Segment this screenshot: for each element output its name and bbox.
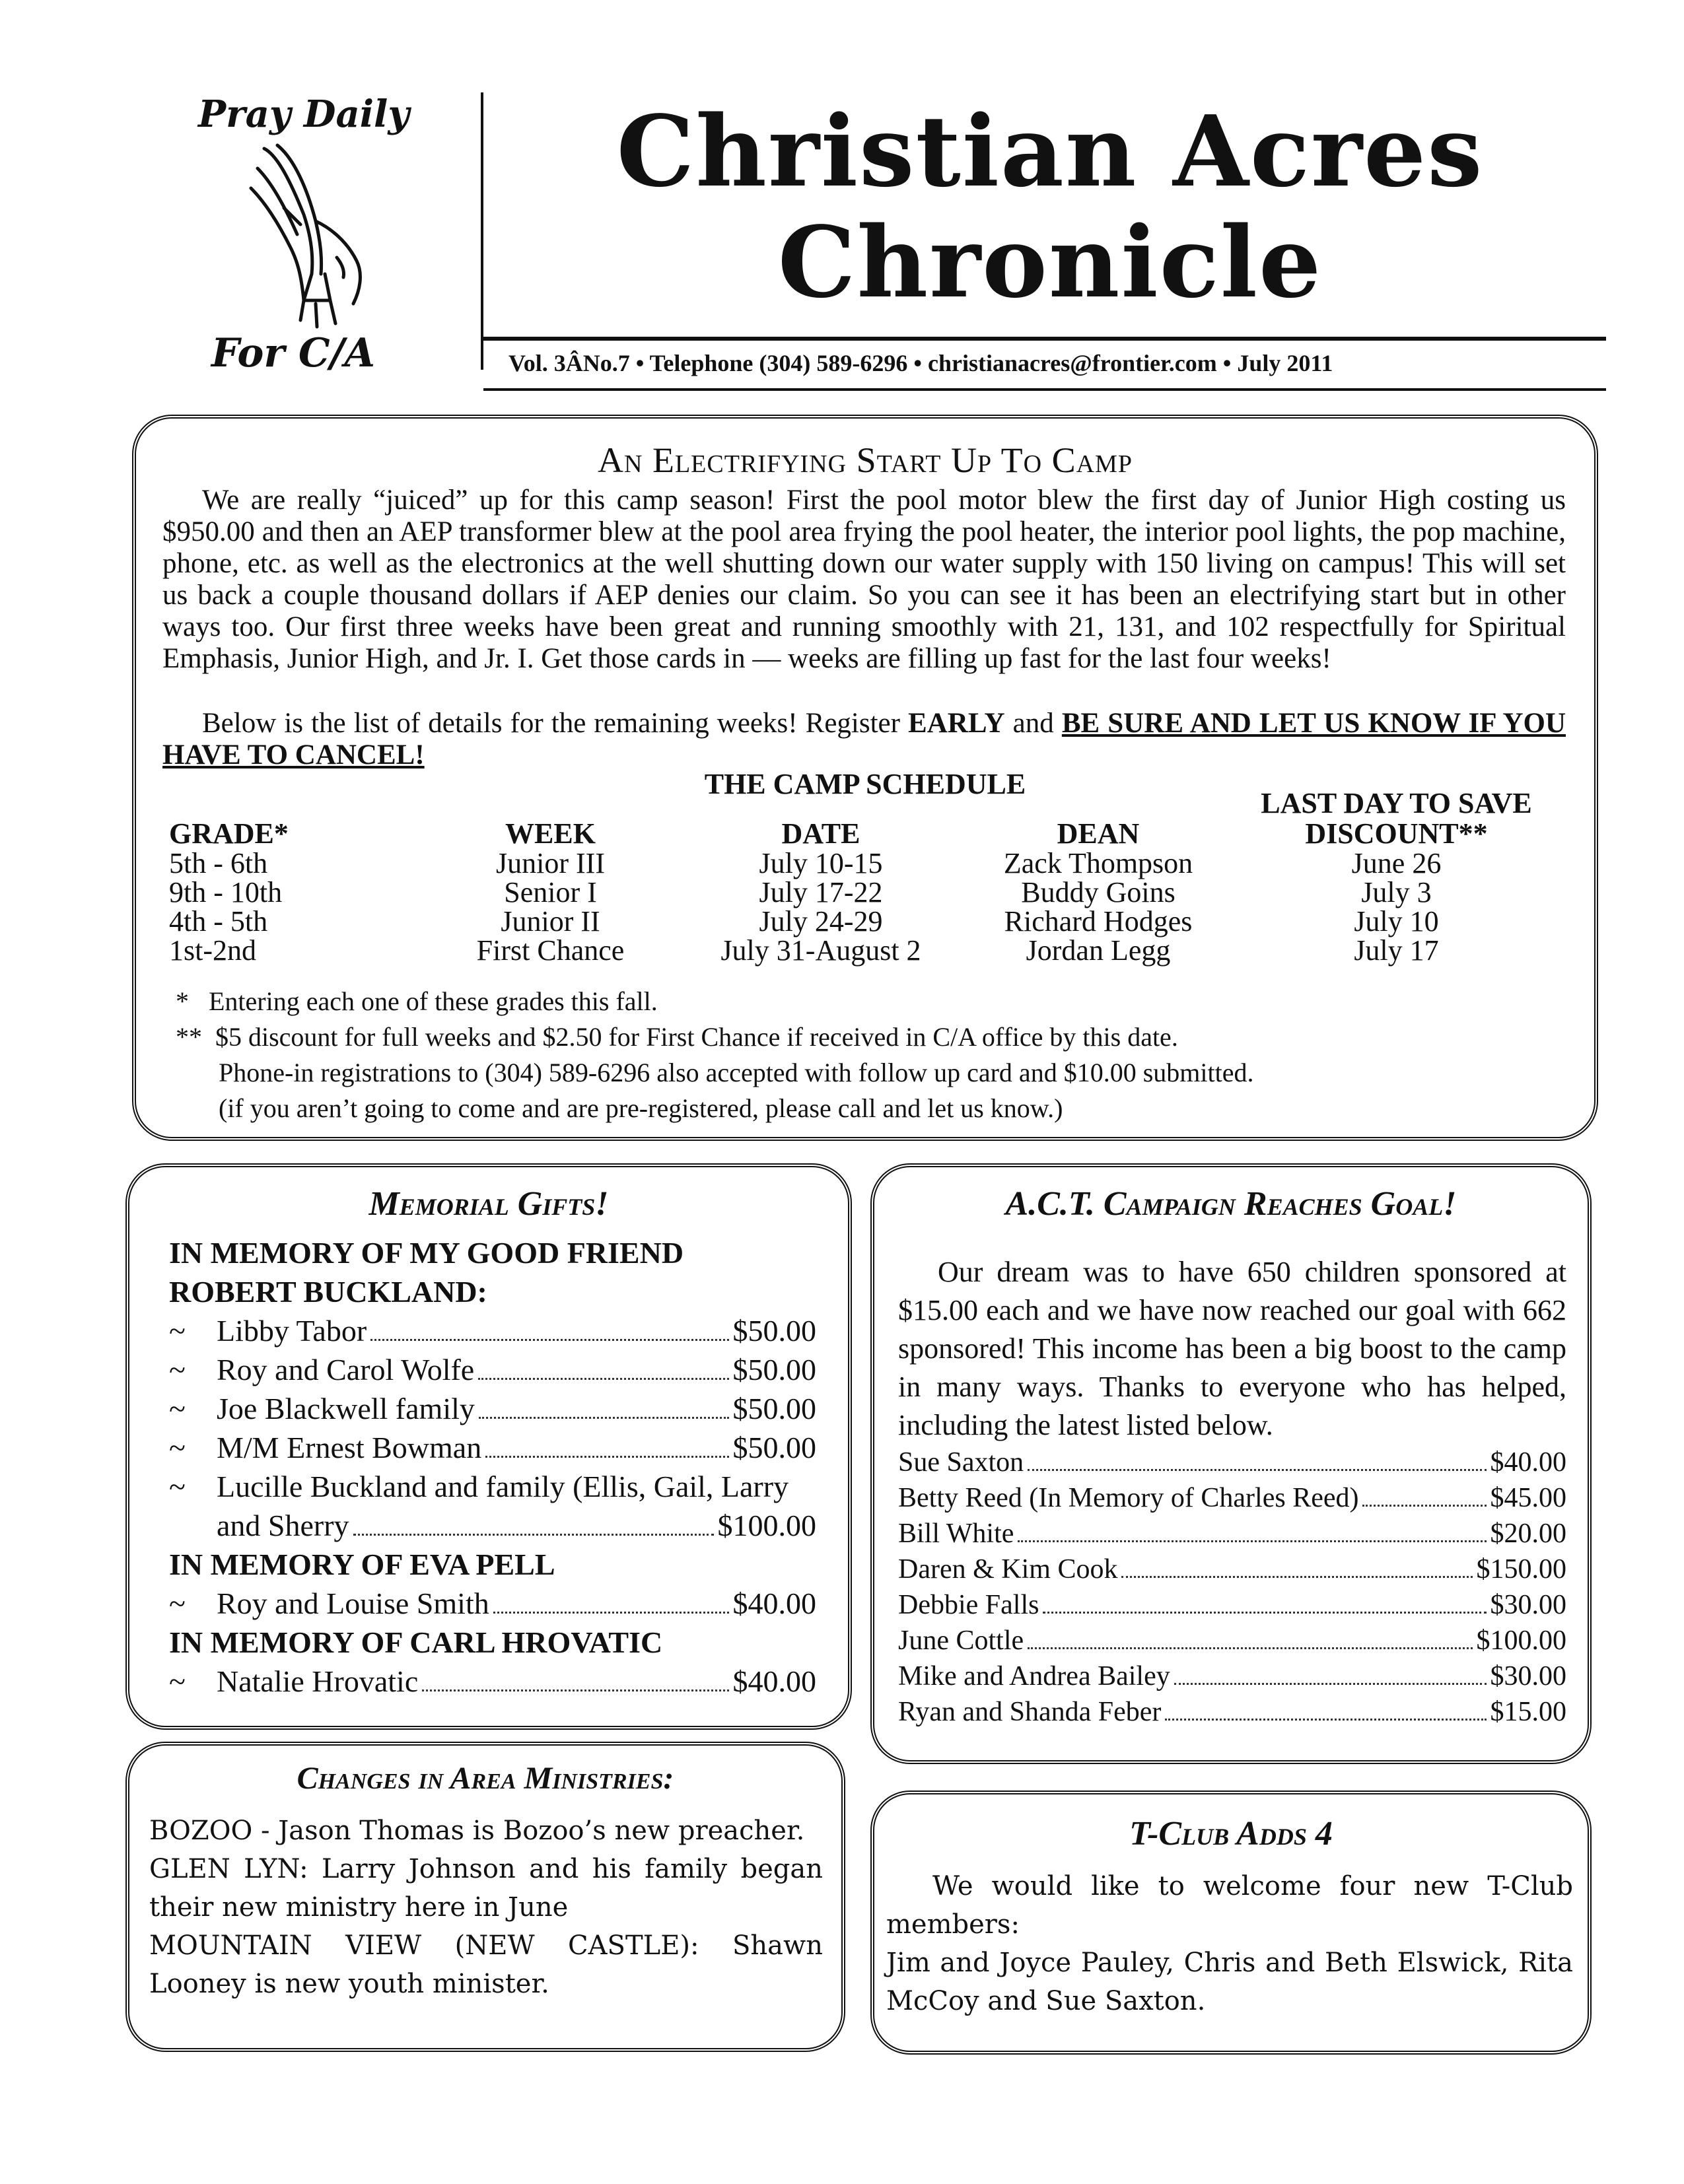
list-item-continued bbox=[169, 1506, 816, 1545]
sponsor-name: June Cottle bbox=[898, 1625, 1024, 1656]
sponsor-amount: $30.00 bbox=[1490, 1661, 1566, 1691]
masthead-line-1: Christian Acres bbox=[616, 94, 1484, 209]
dot-leader bbox=[370, 1332, 728, 1341]
sponsor-name: Mike and Andrea Bailey bbox=[898, 1661, 1170, 1691]
phone-registration-note: Phone-in registrations to (304) 589-6296 also accepted with follow up card and $10.00 submitted. bbox=[219, 1058, 1254, 1087]
dot-leader bbox=[1165, 1712, 1486, 1721]
list-item bbox=[169, 1389, 816, 1428]
email-link[interactable]: christianacres@frontier.com bbox=[927, 350, 1217, 376]
tilde-bullet: ~ bbox=[169, 1587, 186, 1620]
column-header: DATE bbox=[781, 817, 860, 850]
dot-leader bbox=[485, 1449, 728, 1458]
dot-leader bbox=[1174, 1676, 1487, 1685]
sponsor-amount: $30.00 bbox=[1490, 1590, 1566, 1620]
paragraph-2-lead: Below is the list of details for the remaining weeks! Register bbox=[202, 708, 909, 739]
footnote-grades: * Entering each one of these grades this fall. bbox=[176, 986, 658, 1016]
sponsor-amount: $15.00 bbox=[1490, 1697, 1566, 1727]
t-club-welcome: We would like to welcome four new T-Club members: bbox=[886, 1871, 1573, 1940]
dot-leader bbox=[493, 1605, 729, 1614]
donor-name: Libby Tabor bbox=[217, 1314, 367, 1348]
tilde-bullet: ~ bbox=[169, 1392, 186, 1425]
dot-leader bbox=[1362, 1498, 1486, 1507]
donor-amount: $40.00 bbox=[732, 1587, 816, 1620]
for-ca-text: For C/A bbox=[211, 330, 376, 376]
donor-amount: $50.00 bbox=[732, 1392, 816, 1425]
donor-amount: $50.00 bbox=[732, 1431, 816, 1464]
list-item bbox=[169, 1662, 816, 1701]
masthead-line-2: Chronicle bbox=[777, 205, 1323, 320]
area-ministries-body bbox=[149, 1812, 823, 2003]
sponsor-amount: $150.00 bbox=[1476, 1554, 1566, 1585]
act-campaign-title: A.C.T. Campaign Reaches Goal! bbox=[1005, 1185, 1457, 1223]
cell-discount-date: July 10 bbox=[1354, 905, 1439, 938]
bullet: • bbox=[635, 350, 645, 376]
masthead-rule-bottom bbox=[483, 388, 1606, 391]
header-divider bbox=[481, 92, 483, 370]
donor-name: Lucille Buckland and family (Ellis, Gail, Larry bbox=[217, 1470, 789, 1503]
tilde-bullet: ~ bbox=[169, 1353, 186, 1386]
memorial-heading: IN MEMORY OF CARL HROVATIC bbox=[169, 1625, 663, 1659]
dot-leader bbox=[478, 1371, 728, 1380]
sponsor-name: Bill White bbox=[898, 1519, 1014, 1549]
cell-dean: Zack Thompson bbox=[1003, 847, 1193, 879]
area-ministries-title: Changes in Area Ministries: bbox=[297, 1761, 674, 1796]
dot-leader bbox=[1028, 1641, 1472, 1649]
camp-schedule-table bbox=[169, 788, 1556, 965]
list-item bbox=[898, 1552, 1566, 1587]
dot-leader bbox=[422, 1683, 728, 1691]
paragraph-2-and: and bbox=[1004, 708, 1062, 739]
donor-amount: $40.00 bbox=[732, 1664, 816, 1698]
footnote-discount: ** $5 discount for full weeks and $2.50 for First Chance if received in C/A office by this date. bbox=[176, 1022, 1178, 1052]
cell-week: Junior III bbox=[496, 847, 605, 879]
cell-grade: 9th - 10th bbox=[169, 876, 283, 908]
dot-leader bbox=[1121, 1569, 1472, 1578]
early-emphasis: EARLY bbox=[908, 708, 1005, 739]
telephone: Telephone (304) 589-6296 bbox=[649, 350, 908, 376]
list-item bbox=[169, 1467, 816, 1506]
ministry-update: BOZOO - Jason Thomas is Bozoo’s new preacher. bbox=[149, 1816, 805, 1846]
act-campaign-body bbox=[898, 1253, 1566, 1730]
issue-date: July 2011 bbox=[1237, 350, 1333, 376]
cancel-call-note: (if you aren’t going to come and are pre-registered, please call and let us know.) bbox=[219, 1093, 1063, 1123]
volume-number: Vol. 3ÂNo.7 bbox=[509, 350, 630, 376]
donor-name: M/M Ernest Bowman bbox=[217, 1431, 482, 1464]
tilde-bullet: ~ bbox=[169, 1314, 186, 1348]
main-paragraph-2 bbox=[162, 708, 1566, 771]
dot-leader bbox=[479, 1410, 729, 1419]
donor-name: Natalie Hrovatic bbox=[217, 1664, 419, 1698]
column-header: GRADE* bbox=[169, 817, 289, 850]
ministry-update: GLEN LYN: Larry Johnson and his family began their new ministry here in June bbox=[149, 1854, 823, 1923]
cell-date: July 17-22 bbox=[759, 876, 883, 908]
donor-amount: $50.00 bbox=[732, 1314, 816, 1348]
memorial-gifts-box bbox=[125, 1163, 852, 1730]
list-item bbox=[169, 1428, 816, 1467]
cell-date: July 31-August 2 bbox=[720, 934, 921, 967]
donor-amount: $100.00 bbox=[717, 1509, 816, 1542]
donor-name-continued: and Sherry bbox=[217, 1509, 349, 1542]
donor-amount: $50.00 bbox=[732, 1353, 816, 1386]
pray-daily-text: Pray Daily bbox=[198, 92, 409, 136]
cell-discount-date: July 17 bbox=[1354, 934, 1439, 967]
list-item bbox=[898, 1623, 1566, 1658]
t-club-body bbox=[886, 1867, 1573, 2020]
column-header: WEEK bbox=[505, 817, 596, 850]
cell-week: Junior II bbox=[501, 905, 600, 938]
cell-week: Senior I bbox=[504, 876, 597, 908]
pray-daily-logo bbox=[178, 79, 462, 383]
table-row bbox=[169, 907, 1556, 936]
dot-leader bbox=[1043, 1605, 1486, 1614]
list-item bbox=[898, 1587, 1566, 1623]
ministry-update: MOUNTAIN VIEW (NEW CASTLE): Shawn Looney is new youth minister. bbox=[149, 1930, 823, 1999]
issue-info-line bbox=[509, 343, 1605, 383]
schedule-title: THE CAMP SCHEDULE bbox=[704, 768, 1026, 800]
schedule-header-row bbox=[169, 788, 1556, 849]
sponsor-amount: $45.00 bbox=[1490, 1483, 1566, 1513]
cell-grade: 1st-2nd bbox=[169, 934, 256, 967]
sponsor-amount: $20.00 bbox=[1490, 1519, 1566, 1549]
sponsor-name: Daren & Kim Cook bbox=[898, 1554, 1118, 1585]
dot-leader bbox=[1018, 1534, 1486, 1542]
table-row bbox=[169, 936, 1556, 965]
list-item bbox=[169, 1350, 816, 1389]
tilde-bullet: ~ bbox=[169, 1470, 186, 1503]
masthead-rule-top bbox=[483, 337, 1606, 341]
cancel-notice: BE SURE AND LET US KNOW IF YOU HAVE TO CANCEL! bbox=[162, 708, 1566, 770]
cell-discount-date: June 26 bbox=[1351, 847, 1442, 879]
masthead-title bbox=[502, 96, 1598, 318]
donor-name: Roy and Carol Wolfe bbox=[217, 1353, 475, 1386]
praying-hands-icon bbox=[238, 142, 390, 333]
cell-date: July 10-15 bbox=[759, 847, 883, 879]
donor-name: Roy and Louise Smith bbox=[217, 1587, 489, 1620]
list-item bbox=[898, 1694, 1566, 1730]
list-item bbox=[898, 1516, 1566, 1552]
act-intro-paragraph: Our dream was to have 650 children sponsored at $15.00 each and we have now reached our goal with 662 sponsored! This income has been a big boost to the camp in many ways. Thanks to everyone who has helped, including the latest listed below. bbox=[898, 1256, 1566, 1441]
cell-dean: Buddy Goins bbox=[1021, 876, 1175, 908]
list-item bbox=[169, 1311, 816, 1350]
dot-leader bbox=[1028, 1462, 1486, 1471]
t-club-new-members: Jim and Joyce Pauley, Chris and Beth Elswick, Rita McCoy and Sue Saxton. bbox=[886, 1948, 1573, 2016]
memorial-list bbox=[169, 1233, 816, 1701]
table-row bbox=[169, 878, 1556, 907]
cell-dean: Jordan Legg bbox=[1026, 934, 1171, 967]
cell-date: July 24-29 bbox=[759, 905, 883, 938]
t-club-box bbox=[870, 1791, 1592, 2055]
cell-discount-date: July 3 bbox=[1361, 876, 1432, 908]
bullet: • bbox=[913, 350, 922, 376]
memorial-heading: IN MEMORY OF EVA PELL bbox=[169, 1548, 555, 1581]
sponsor-name: Ryan and Shanda Feber bbox=[898, 1697, 1162, 1727]
sponsor-name: Betty Reed (In Memory of Charles Reed) bbox=[898, 1483, 1359, 1513]
main-article-title: An Electrifying Start Up To Camp bbox=[598, 440, 1133, 480]
main-article-box bbox=[132, 415, 1598, 1141]
bullet: • bbox=[1222, 350, 1232, 376]
dot-leader bbox=[353, 1527, 714, 1536]
sponsor-name: Debbie Falls bbox=[898, 1590, 1039, 1620]
cell-grade: 5th - 6th bbox=[169, 847, 268, 879]
sponsor-amount: $40.00 bbox=[1490, 1447, 1566, 1478]
column-header: DEAN bbox=[1057, 817, 1140, 850]
area-ministries-box bbox=[125, 1742, 845, 2052]
list-item bbox=[898, 1480, 1566, 1516]
act-campaign-box bbox=[870, 1163, 1592, 1764]
main-paragraph-1: We are really “juiced” up for this camp season! First the pool motor blew the first day of Junior High costing us $950.00 and then an AEP transformer blew at the pool area frying the pool heater, the interior pool lights, the pop machine, phone, etc. as well as the electronics at the well shutting down our water supply with 150 living on campus! This will set us back a couple thousand dollars if AEP denies our claim. So you can see it has been an electrifying start but in other ways too. Our first three weeks have been great and running smoothly with 21, 131, and 102 respectfully for Spiritual Emphasis, Junior High, and Jr. I. Get those cards in — weeks are filling up fast for the last four weeks! bbox=[162, 485, 1566, 674]
cell-week: First Chance bbox=[476, 934, 625, 967]
cell-dean: Richard Hodges bbox=[1004, 905, 1193, 938]
table-row bbox=[169, 849, 1556, 878]
memorial-heading: IN MEMORY OF MY GOOD FRIEND ROBERT BUCKLAND: bbox=[169, 1236, 684, 1309]
list-item bbox=[898, 1445, 1566, 1480]
list-item bbox=[898, 1658, 1566, 1694]
memorial-title: Memorial Gifts! bbox=[368, 1185, 609, 1223]
donor-name: Joe Blackwell family bbox=[217, 1392, 475, 1425]
tilde-bullet: ~ bbox=[169, 1431, 186, 1464]
tilde-bullet: ~ bbox=[169, 1664, 186, 1698]
list-item bbox=[169, 1584, 816, 1623]
t-club-title: T-Club Adds 4 bbox=[1129, 1815, 1333, 1853]
sponsor-amount: $100.00 bbox=[1476, 1625, 1566, 1656]
column-header: LAST DAY TO SAVE DISCOUNT** bbox=[1261, 787, 1532, 850]
cell-grade: 4th - 5th bbox=[169, 905, 268, 938]
sponsor-name: Sue Saxton bbox=[898, 1447, 1024, 1478]
